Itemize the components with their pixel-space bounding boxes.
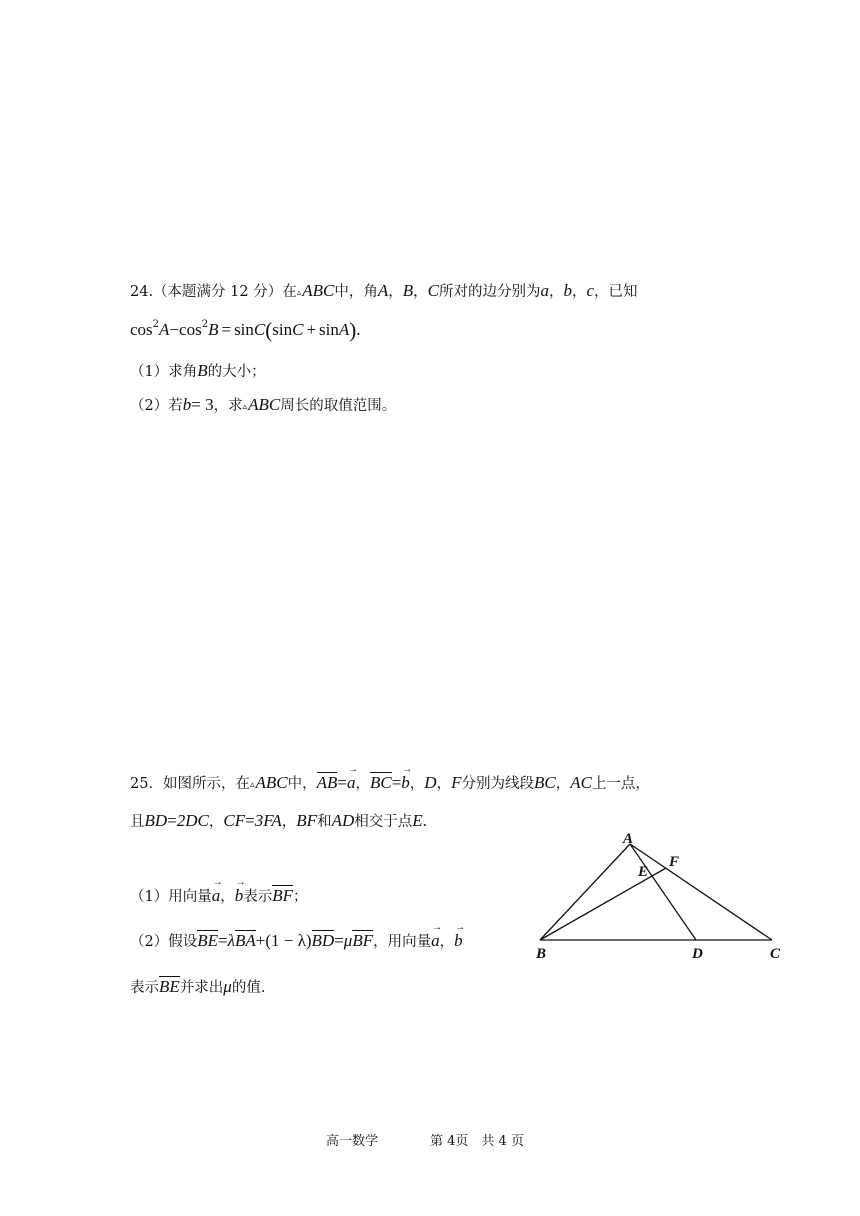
footer-subject: 高一数学 — [326, 1134, 379, 1149]
exponent: 2 — [201, 319, 209, 330]
text: 所对的边分别为 — [439, 284, 541, 300]
vector-BA: BA — [234, 931, 256, 950]
comma: ， — [388, 284, 403, 300]
equals: = — [218, 931, 228, 950]
q25-stem-line1 — [130, 772, 650, 792]
q25-part2-line2 — [130, 976, 265, 996]
vector-a: → a — [431, 932, 440, 949]
triangle-name: ABC — [255, 773, 288, 792]
angle-B: B — [402, 281, 414, 300]
paren: ( — [265, 318, 273, 342]
comma: ， — [409, 776, 425, 792]
segment-AD: AD — [331, 811, 355, 830]
mu: μ — [223, 977, 232, 996]
vector-BE: BE — [197, 931, 219, 950]
comma: ， — [413, 284, 428, 300]
text: （1）用向量 — [130, 889, 212, 905]
segment-BC: BC — [533, 773, 556, 792]
vector-b: → b — [235, 887, 244, 904]
comma: ， — [355, 776, 370, 792]
label-F: F — [669, 854, 680, 870]
one-minus-lambda: (1 − λ) — [265, 931, 312, 950]
comma: ， — [281, 814, 297, 830]
text: 中，角 — [334, 284, 378, 300]
vector-a: → a — [347, 774, 356, 791]
semicolon: ； — [293, 889, 308, 905]
text: 周长的取值范围。 — [280, 398, 397, 414]
label-B: B — [536, 946, 547, 962]
text: 上一点， — [591, 776, 650, 792]
comma: ， — [208, 814, 224, 830]
var-b: b — [182, 395, 192, 414]
q25-part1 — [130, 885, 308, 905]
cos: cos — [130, 320, 153, 339]
sin: sin — [234, 320, 254, 339]
period: . — [356, 320, 361, 339]
triangle-symbol: ▵ — [242, 402, 248, 412]
label-E: E — [638, 864, 649, 880]
triangle-symbol: ▵ — [296, 288, 302, 298]
text: 中， — [287, 776, 317, 792]
vector-AB: AB — [316, 773, 338, 792]
q24-label: 24.（本题满分 12 分）在 — [130, 284, 297, 300]
minus: − — [169, 320, 180, 339]
text: ，已知 — [594, 284, 638, 300]
var-C: C — [292, 320, 304, 339]
side-b: b — [563, 281, 572, 300]
q25-part2-line1 — [130, 930, 463, 950]
vector-BE: BE — [159, 977, 180, 996]
text: 分别为线段 — [461, 776, 534, 792]
text: （1）求角 — [130, 364, 198, 380]
paren: ) — [349, 318, 357, 342]
point-E: E — [412, 811, 423, 830]
triangle-name: ABC — [302, 281, 335, 300]
vector-BF: BF — [352, 931, 374, 950]
mu: μ — [343, 931, 353, 950]
angle-A: A — [377, 281, 389, 300]
equals: = — [334, 931, 344, 950]
segment-AC-line — [630, 844, 772, 940]
equals: = — [167, 811, 177, 830]
comma: ， — [555, 776, 571, 792]
q24-equation — [130, 320, 361, 341]
comma: ， — [436, 776, 452, 792]
label-A: A — [623, 831, 634, 847]
text: （2）若 — [130, 398, 183, 414]
angle-C: C — [427, 281, 439, 300]
segment-BF: BF — [296, 811, 318, 830]
var-B: B — [208, 320, 219, 339]
comma: ， — [439, 934, 455, 950]
side-a: a — [540, 281, 549, 300]
period: . — [422, 811, 427, 830]
sin: sin — [272, 320, 293, 339]
vector-BF: BF — [272, 886, 294, 905]
plus: + — [306, 320, 317, 339]
segment-AC: AC — [570, 773, 592, 792]
comma: ， — [572, 284, 587, 300]
segment-AB-line — [540, 844, 630, 940]
var-C: C — [253, 320, 266, 339]
text: 且 — [130, 814, 145, 830]
cos: cos — [179, 320, 202, 339]
comma: ， — [549, 284, 564, 300]
vector-a: → a — [212, 887, 221, 904]
text: 相交于点 — [354, 814, 413, 830]
label-C: C — [770, 946, 781, 962]
side-c: c — [586, 281, 595, 300]
vector-b: → b — [454, 932, 463, 949]
q25-stem-line2 — [130, 812, 427, 830]
3FA: 3FA — [254, 811, 282, 830]
segment-AD-line — [630, 844, 696, 940]
text: 并求出 — [179, 980, 224, 996]
lambda: λ — [227, 931, 235, 950]
equals: = — [221, 320, 232, 339]
text: ，用向量 — [373, 934, 432, 950]
footer-page: 第 4页 共 4 页 — [430, 1134, 524, 1149]
text: （2）假设 — [130, 934, 198, 950]
text: 的大小； — [207, 364, 266, 380]
sin: sin — [319, 320, 339, 339]
q24-stem-line1 — [130, 282, 638, 300]
triangle-symbol: ▵ — [249, 780, 255, 790]
triangle-name: ABC — [248, 395, 281, 414]
equals: = — [391, 773, 402, 792]
equals: = — [245, 811, 255, 830]
plus: + — [255, 931, 266, 950]
q24-part1 — [130, 362, 266, 380]
2DC: 2DC — [176, 811, 209, 830]
q25-label: 25．如图所示，在 — [130, 776, 250, 792]
equals-3: = 3 — [191, 395, 214, 414]
var-A: A — [159, 320, 170, 339]
triangle-figure — [528, 828, 788, 968]
point-F: F — [451, 773, 462, 792]
text: 表示 — [130, 980, 159, 996]
text: ，求 — [213, 398, 243, 414]
exponent: 2 — [152, 319, 160, 330]
vector-BD: BD — [311, 931, 335, 950]
vector-BC: BC — [369, 773, 392, 792]
text: 的值. — [231, 980, 266, 996]
text: 和 — [317, 814, 332, 830]
segment-BD: BD — [144, 811, 168, 830]
text: 表示 — [243, 889, 273, 905]
var-A: A — [338, 320, 350, 339]
equals: = — [337, 773, 347, 792]
vector-b: → b — [401, 774, 410, 791]
comma: ， — [220, 889, 235, 905]
label-D: D — [692, 946, 703, 962]
segment-CF: CF — [223, 811, 246, 830]
var-B: B — [197, 361, 208, 380]
q24-part2 — [130, 396, 396, 414]
point-D: D — [424, 773, 437, 792]
